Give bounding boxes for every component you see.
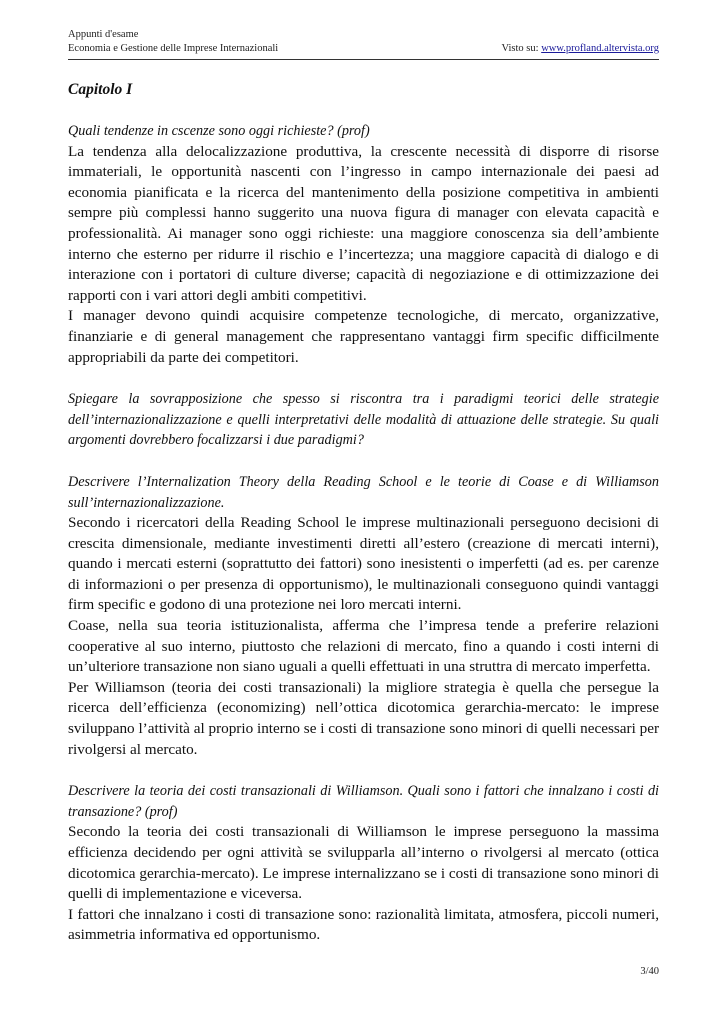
paragraph: Coase, nella sua teoria istituzionalista, afferma che l’impresa tende a preferire relazioni cooperative al suo interno, piuttosto che relazioni di mercato, fino a quando i costi interni di un’ulteriore transazione non siano uguali a quelli effettuati in una struttra di mercato imperfetta. [68, 617, 659, 676]
question-heading: Descrivere la teoria dei costi transazionali di Williamson. Quali sono i fattori che innalzano i costi di transazione? (prof) [68, 783, 659, 820]
header-title: Appunti d'esame [68, 29, 139, 40]
paragraph: La tendenza alla delocalizzazione produttiva, la crescente necessità di disporre di risorse immateriali, le opportunità nascenti con l’ingresso in campo internazionale dei paesi ad economia pianificata e la ricerca del mantenimento della posizione competitiva in ambienti sempre più complessi hanno suggerito una nuova figura di manager con elevata capacità e professionalità. Ai manager sono oggi richieste: una maggiore conoscenza sia dell’ambiente interno che esterno per ridurre il rischio e l’incertezza; una maggiore capacità di dialogo e di interazione con i portatori di culture diverse; capacità di negoziazione e di ottimizzazione dei rapporti con i vari attori degli ambiti competitivi. [68, 142, 659, 304]
page-number: 3/40 [640, 966, 659, 977]
section-4 [68, 781, 659, 946]
question-heading: Quali tendenze in cscenze sono oggi richieste? (prof) [68, 123, 370, 139]
header-link[interactable]: www.profland.altervista.org [541, 43, 659, 54]
header-subject: Economia e Gestione delle Imprese Internazionali [68, 43, 279, 54]
header-divider [68, 59, 659, 60]
header-visto-label: Visto su: [501, 43, 542, 54]
section-1 [68, 121, 659, 368]
paragraph: Secondo la teoria dei costi transazionali di Williamson le imprese perseguono la massima efficienza decidendo per ogni attività se svilupparla all’interno o rivolgersi al mercato (ottica dicotomica gerarchia-mercato). Le imprese internalizzano se i costi di transazione sono minori di quelli di implementazione e viceversa. [68, 823, 659, 903]
question-heading: Descrivere l’Internalization Theory della Reading School e le teorie di Coase e di Williamson sull’internazionalizzazione. [68, 473, 659, 511]
paragraph: Secondo i ricercatori della Reading School le imprese multinazionali perseguono decisioni di crescita dimensionale, mediante investimenti diretti all’estero (creazione di mercati interni), quando i mercati esterni (soprattutto dei fattori) sono inesistenti o imperfetti (ad es. per carenze di informazioni o per presenza di opportunismo), le multinazionali conseguono quindi vantaggi firm specific e godono di una protezione nei loro mercati interni. [68, 514, 659, 614]
paragraph: I manager devono quindi acquisire competenze tecnologiche, di mercato, organizzative, finanziarie e di general management che rappresentano vantaggi firm specific difficilmente appropriabili da parte dei competitori. [68, 307, 659, 366]
section-3 [68, 472, 659, 760]
page-header [68, 28, 659, 60]
paragraph: Per Williamson (teoria dei costi transazionali) la migliore strategia è quella che persegue la ricerca dell’efficienza (economizing) nell’ottica dicotomica gerarchia-mercato: le imprese sviluppano l’attività al proprio interno se i costi di transazione sono minori di quelli necessari per rivolgersi al mercato. [68, 678, 659, 758]
paragraph: I fattori che innalzano i costi di transazione sono: razionalità limitata, atmosfera, piccoli numeri, asimmetria informativa ed opportunismo. [68, 905, 659, 944]
header-source [502, 42, 659, 56]
question-heading: Spiegare la sovrapposizione che spesso si riscontra tra i paradigmi teorici delle strategie dell’internazionalizzazione e quelli interpretativi delle modalità di attuazione delle strategie. Su quali argomenti dovrebbero focalizzarsi i due paradigmi? [68, 391, 659, 449]
section-2 [68, 389, 659, 451]
document-page [68, 28, 659, 946]
header-row [68, 42, 659, 56]
chapter-title: Capitolo I [68, 81, 133, 98]
